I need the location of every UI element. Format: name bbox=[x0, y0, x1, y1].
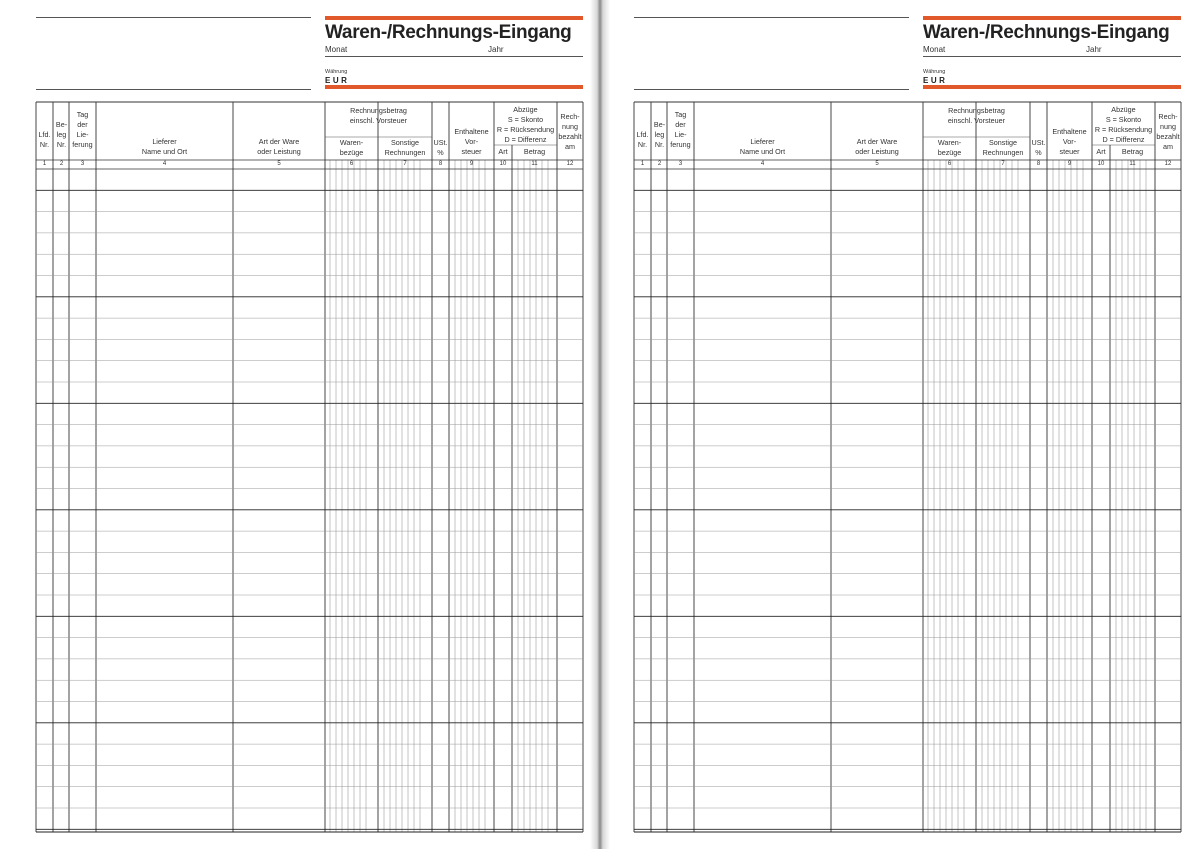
header-abz-betrag: Betrag bbox=[523, 147, 546, 156]
monat-label: Monat bbox=[325, 45, 348, 54]
header-sonstige: Sonstige Rechnungen bbox=[384, 138, 426, 157]
header-abz-betrag: Betrag bbox=[1121, 147, 1144, 156]
col-number: 12 bbox=[566, 161, 574, 167]
page-title: Waren-/Rechnungs-Eingang bbox=[325, 22, 572, 43]
col-number: 4 bbox=[162, 161, 167, 167]
waehrung-value: EUR bbox=[325, 76, 350, 85]
jahr-label: Jahr bbox=[1086, 45, 1102, 54]
header-ust: USt. % bbox=[1031, 138, 1046, 157]
header-rechnungsbetrag: Rechnungsbetrag einschl. Vorsteuer bbox=[349, 106, 408, 125]
right-page bbox=[602, 0, 1200, 849]
header-art: Art der Ware oder Leistung bbox=[855, 137, 899, 156]
header-waren: Waren- bezüge bbox=[937, 138, 962, 157]
waehrung-label: Währung bbox=[923, 69, 946, 75]
header-tag: Tag der Lie- ferung bbox=[72, 110, 93, 149]
header-vorsteuer: Enthaltene Vor- steuer bbox=[1052, 127, 1087, 156]
col-number: 7 bbox=[1001, 161, 1005, 167]
header-vorsteuer: Enthaltene Vor- steuer bbox=[454, 127, 489, 156]
col-number: 8 bbox=[438, 161, 443, 167]
header-rechnungsbetrag: Rechnungsbetrag einschl. Vorsteuer bbox=[947, 106, 1006, 125]
header-beleg: Be- leg Nr. bbox=[653, 120, 666, 149]
col-number: 11 bbox=[531, 161, 538, 167]
header-tag: Tag der Lie- ferung bbox=[670, 110, 691, 149]
page-title: Waren-/Rechnungs-Eingang bbox=[923, 22, 1170, 43]
header-abzuege: Abzüge S = Skonto R = Rücksendung D = Differenz bbox=[1094, 105, 1153, 144]
col-number: 7 bbox=[403, 161, 407, 167]
col-number: 4 bbox=[760, 161, 765, 167]
jahr-label: Jahr bbox=[488, 45, 504, 54]
col-number: 10 bbox=[499, 161, 507, 167]
col-number: 9 bbox=[469, 161, 474, 167]
col-number: 10 bbox=[1097, 161, 1105, 167]
left-page bbox=[0, 0, 598, 849]
header-bezahlt: Rech- nung bezahlt am bbox=[1156, 112, 1180, 151]
header-abzuege: Abzüge S = Skonto R = Rücksendung D = Differenz bbox=[496, 105, 555, 144]
col-number: 1 bbox=[42, 161, 47, 167]
col-number: 11 bbox=[1129, 161, 1136, 167]
header-lfd: Lfd. Nr. bbox=[636, 130, 649, 149]
monat-label: Monat bbox=[923, 45, 946, 54]
book-gutter bbox=[590, 0, 610, 849]
header-waren: Waren- bezüge bbox=[339, 138, 364, 157]
header-sonstige: Sonstige Rechnungen bbox=[982, 138, 1024, 157]
header-ust: USt. % bbox=[433, 138, 448, 157]
header-beleg: Be- leg Nr. bbox=[55, 120, 68, 149]
header-lieferer: Lieferer Name und Ort bbox=[739, 137, 786, 156]
col-number: 1 bbox=[640, 161, 645, 167]
col-number: 3 bbox=[678, 161, 683, 167]
col-number: 9 bbox=[1067, 161, 1072, 167]
col-number: 6 bbox=[947, 161, 952, 167]
col-number: 8 bbox=[1036, 161, 1041, 167]
col-number: 5 bbox=[277, 161, 281, 167]
header-lfd: Lfd. Nr. bbox=[38, 130, 51, 149]
waehrung-label: Währung bbox=[325, 69, 348, 75]
col-number: 6 bbox=[349, 161, 354, 167]
col-number: 2 bbox=[657, 161, 662, 167]
header-abz-art: Art bbox=[498, 147, 508, 156]
header-abz-art: Art bbox=[1096, 147, 1106, 156]
waehrung-value: EUR bbox=[923, 76, 948, 85]
col-number: 5 bbox=[875, 161, 879, 167]
header-art: Art der Ware oder Leistung bbox=[257, 137, 301, 156]
col-number: 12 bbox=[1164, 161, 1172, 167]
header-lieferer: Lieferer Name und Ort bbox=[141, 137, 188, 156]
header-bezahlt: Rech- nung bezahlt am bbox=[558, 112, 582, 151]
col-number: 2 bbox=[59, 161, 64, 167]
col-number: 3 bbox=[80, 161, 85, 167]
